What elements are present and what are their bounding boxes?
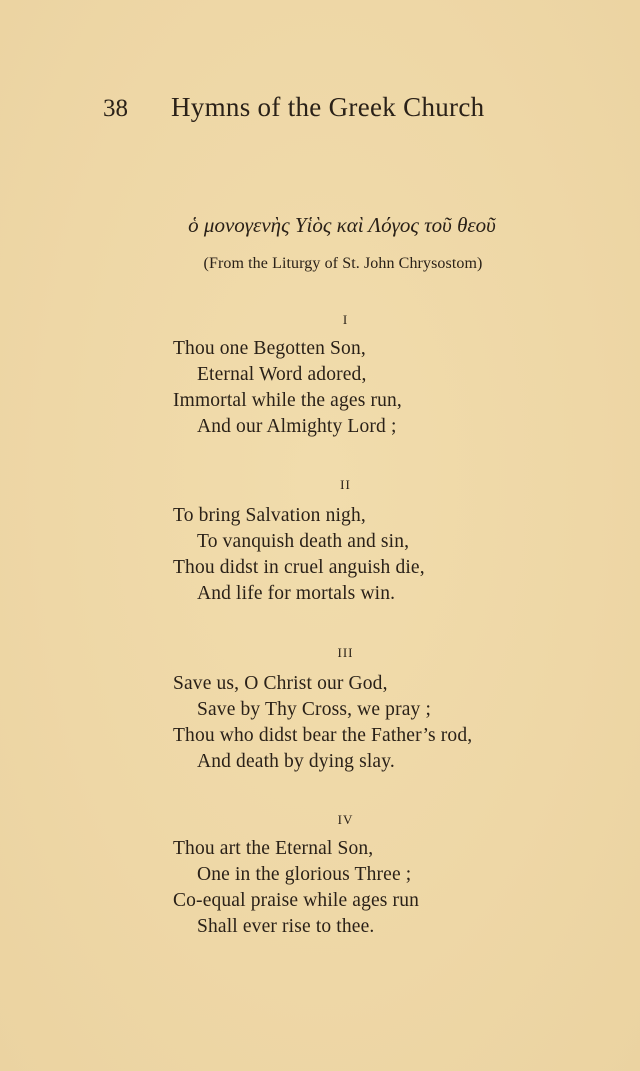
verse-line: Thou art the Eternal Son, (173, 838, 374, 859)
stanza-number: I (342, 312, 349, 327)
stanza-number: III (337, 645, 354, 660)
verse-line: One in the glorious Three ; (197, 864, 412, 885)
verse-line: And death by dying slay. (197, 751, 395, 772)
verse-line: Save us, O Christ our God, (173, 673, 388, 694)
hymn-greek-title: ὁ μονογενὴς Υἱὸς καὶ Λόγος τοῦ θεοῦ (188, 213, 496, 237)
verse-line: Eternal Word adored, (197, 364, 367, 385)
verse-line: Thou who didst bear the Father’s rod, (173, 725, 473, 746)
running-head (103, 92, 523, 128)
stanza-number: IV (337, 812, 354, 827)
verse-line: Co-equal praise while ages run (173, 890, 420, 911)
verse-line: Thou one Begotten Son, (173, 338, 366, 359)
running-title: Hymns of the Greek Church (171, 92, 485, 122)
verse-line: Shall ever rise to thee. (197, 916, 375, 937)
stanza-number: II (340, 477, 351, 492)
verse-line: Immortal while the ages run, (173, 390, 402, 411)
verse-line: To bring Salvation nigh, (173, 505, 366, 526)
page-number: 38 (103, 95, 128, 122)
hymn-source: (From the Liturgy of St. John Chrysostom) (203, 255, 483, 272)
verse-line: And our Almighty Lord ; (197, 416, 397, 437)
verse-line: Save by Thy Cross, we pray ; (197, 699, 432, 720)
verse-line: Thou didst in cruel anguish die, (173, 557, 425, 578)
verse-line: And life for mortals win. (197, 583, 396, 604)
verse-line: To vanquish death and sin, (197, 531, 410, 552)
